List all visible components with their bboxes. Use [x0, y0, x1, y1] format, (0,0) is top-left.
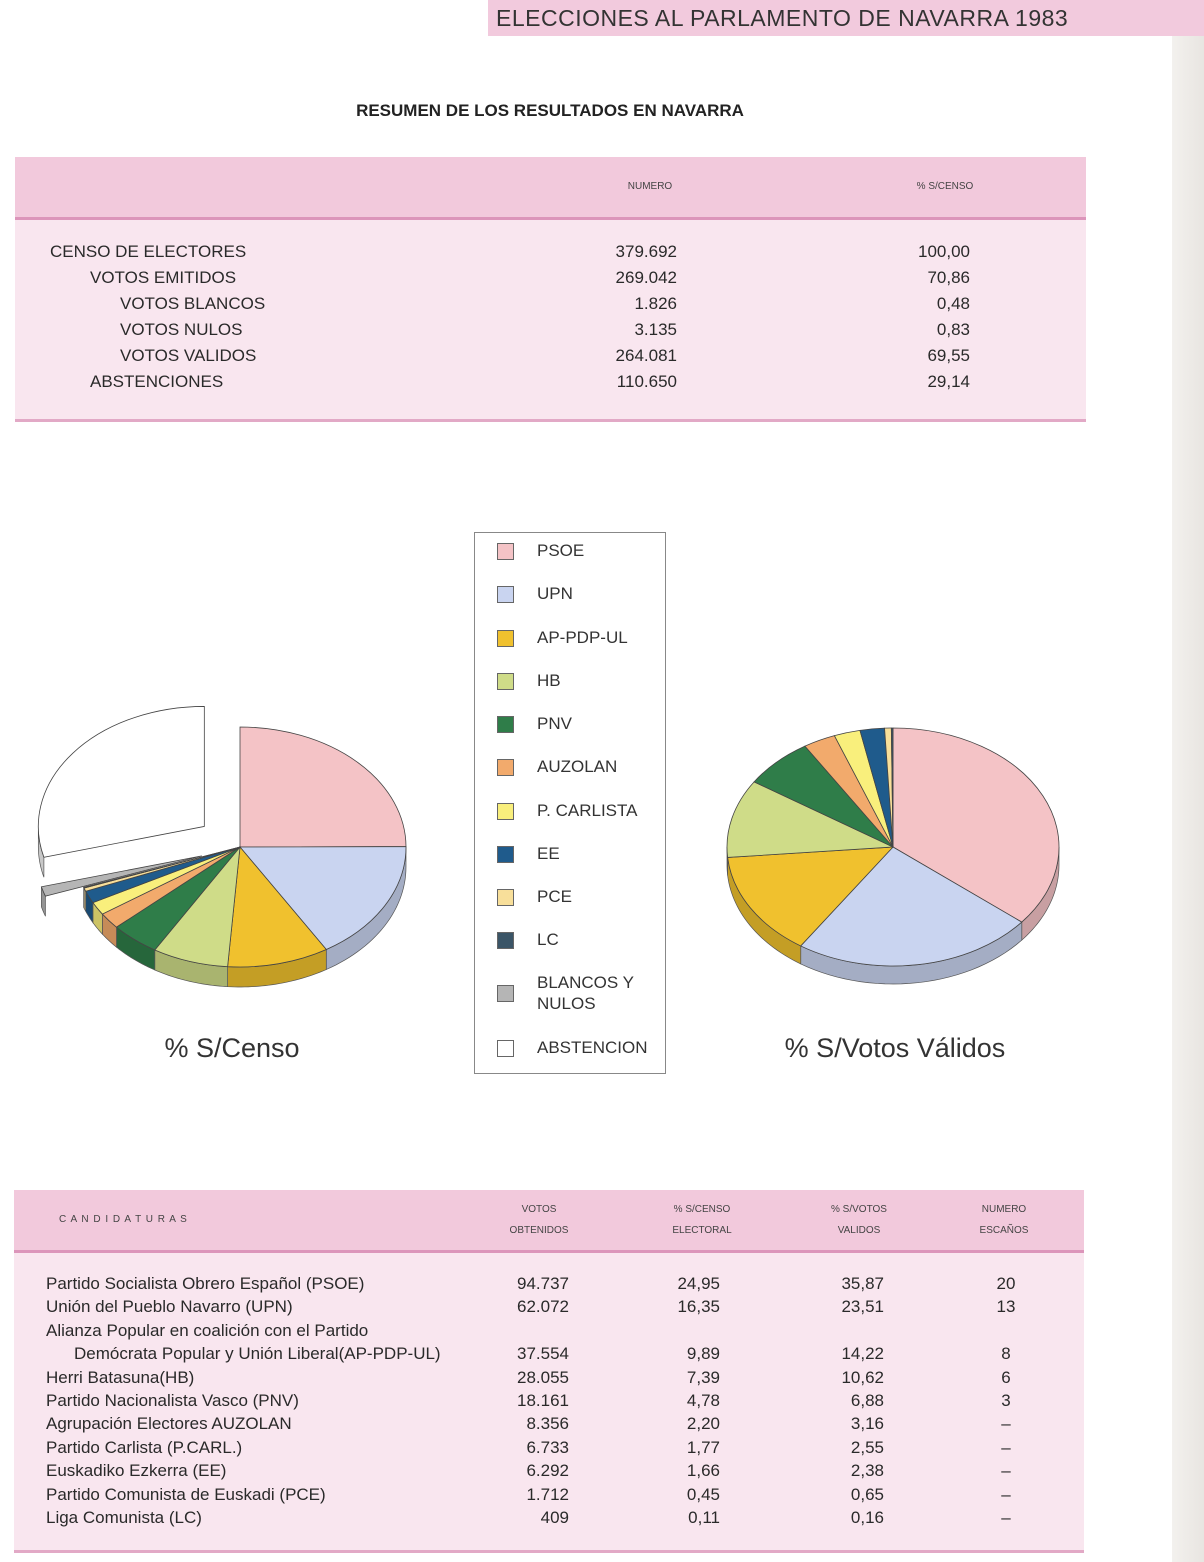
candidate-votos: 1.712	[526, 1484, 569, 1504]
summary-row-numero: 269.042	[615, 268, 677, 287]
candidate-votos: 94.737	[517, 1274, 569, 1293]
candidate-votos: 8.356	[526, 1414, 569, 1434]
summary-row-numero: 1.826	[634, 294, 677, 313]
legend-label: ABSTENCION	[537, 1038, 648, 1057]
chart-title-censo: % S/Censo	[164, 1033, 300, 1063]
summary-title: RESUMEN DE LOS RESULTADOS EN NAVARRA	[356, 101, 744, 120]
results-col-header: % S/VOTOS	[831, 1204, 887, 1215]
candidate-escanos: 8	[1001, 1344, 1011, 1364]
legend-label: BLANCOS Y	[537, 973, 635, 992]
results-col-header: ELECTORAL	[672, 1225, 732, 1236]
candidate-escanos: –	[1001, 1484, 1011, 1504]
candidate-escanos: 13	[996, 1297, 1016, 1317]
candidate-votos: 37.554	[517, 1344, 569, 1364]
legend-label: PCE	[537, 887, 572, 906]
results-col-header: C A N D I D A T U R A S	[59, 1214, 188, 1225]
candidate-name: Herri Batasuna(HB)	[46, 1367, 195, 1387]
legend-label: HB	[537, 671, 561, 690]
candidate-pct-censo: 2,20	[686, 1414, 720, 1434]
col-numero: NUMERO	[627, 181, 673, 192]
summary-row-pct: 70,86	[927, 268, 970, 287]
candidate-pct-censo: 9,89	[686, 1344, 720, 1364]
results-col-header: VALIDOS	[837, 1225, 881, 1236]
candidate-pct-censo: 1,66	[686, 1461, 720, 1481]
results-col-header: % S/CENSO	[673, 1204, 731, 1215]
candidate-votos: 28.055	[517, 1367, 569, 1387]
header-title: ELECCIONES AL PARLAMENTO DE NAVARRA 1983	[496, 5, 1069, 31]
summary-row-numero: 264.081	[615, 346, 677, 365]
candidate-pct-validos: 6,88	[850, 1391, 884, 1410]
summary-row-pct: 100,00	[918, 242, 970, 261]
candidate-pct-validos: 3,16	[850, 1414, 884, 1434]
candidate-escanos: 6	[1001, 1367, 1011, 1387]
candidate-name: Partido Nacionalista Vasco (PNV)	[46, 1391, 299, 1410]
candidate-pct-validos: 10,62	[841, 1367, 884, 1387]
summary-row-label: VOTOS VALIDOS	[120, 346, 257, 365]
pie-slice-psoe	[240, 727, 406, 847]
summary-row-pct: 29,14	[927, 372, 970, 391]
summary-row-label: CENSO DE ELECTORES	[50, 242, 247, 261]
summary-row-pct: 69,55	[927, 346, 970, 365]
candidate-pct-censo: 16,35	[677, 1297, 720, 1317]
results-col-header: VOTOS	[521, 1204, 557, 1215]
candidate-name: Partido Comunista de Euskadi (PCE)	[46, 1484, 326, 1504]
candidate-votos: 6.292	[526, 1461, 569, 1481]
candidate-escanos: –	[1001, 1414, 1011, 1434]
legend-label: AUZOLAN	[537, 757, 618, 776]
pie-slice-abstencion	[38, 706, 204, 857]
summary-row-numero: 379.692	[615, 242, 677, 261]
candidate-escanos: –	[1001, 1508, 1011, 1527]
candidate-name: Liga Comunista (LC)	[46, 1508, 202, 1527]
col-pct-censo: % S/CENSO	[916, 181, 974, 192]
candidate-pct-censo: 0,11	[688, 1508, 720, 1527]
candidate-pct-validos: 23,51	[841, 1297, 884, 1317]
summary-row-label: VOTOS BLANCOS	[120, 294, 266, 313]
candidate-escanos: 20	[996, 1274, 1016, 1293]
summary-row-label: ABSTENCIONES	[90, 372, 224, 391]
chart-title-validos: % S/Votos Válidos	[784, 1033, 1006, 1063]
legend-label: PSOE	[537, 541, 585, 560]
candidate-votos: 18.161	[517, 1391, 569, 1410]
results-table	[14, 1190, 1084, 1553]
legend-label: AP-PDP-UL	[537, 628, 628, 647]
summary-row-label: VOTOS NULOS	[120, 320, 243, 339]
candidate-pct-validos: 2,55	[850, 1437, 884, 1457]
candidate-name: Agrupación Electores AUZOLAN	[46, 1414, 292, 1434]
results-table-header	[14, 1190, 1084, 1253]
candidate-name: Partido Carlista (P.CARL.)	[46, 1437, 243, 1457]
summary-row-pct: 0,48	[936, 294, 970, 313]
summary-row-label: VOTOS EMITIDOS	[90, 268, 237, 287]
candidate-pct-validos: 14,22	[841, 1344, 884, 1364]
candidate-pct-censo: 24,95	[677, 1274, 720, 1293]
legend-label: EE	[537, 844, 560, 863]
summary-row-numero: 110.650	[616, 372, 677, 391]
legend-label: PNV	[537, 714, 572, 733]
candidate-name: Alianza Popular en coalición con el Partido	[46, 1320, 369, 1340]
candidate-pct-validos: 0,16	[850, 1508, 884, 1527]
candidate-pct-validos: 2,38	[850, 1461, 884, 1481]
candidate-pct-censo: 7,39	[686, 1367, 720, 1387]
legend-label: P. CARLISTA	[537, 801, 638, 820]
candidate-escanos: –	[1001, 1437, 1011, 1457]
candidate-name: Partido Socialista Obrero Español (PSOE)	[46, 1274, 365, 1293]
results-col-header: OBTENIDOS	[509, 1225, 569, 1236]
candidate-name: Unión del Pueblo Navarro (UPN)	[46, 1297, 293, 1317]
legend-label: LC	[537, 930, 559, 949]
summary-row-numero: 3.135	[634, 320, 677, 339]
candidate-escanos: –	[1001, 1461, 1011, 1481]
candidate-votos: 6.733	[526, 1437, 569, 1457]
summary-row-pct: 0,83	[936, 320, 970, 339]
candidate-name-cont: Demócrata Popular y Unión Liberal(AP-PDP-UL)	[74, 1344, 441, 1364]
candidate-name: Euskadiko Ezkerra (EE)	[46, 1461, 227, 1481]
candidate-pct-validos: 0,65	[850, 1484, 884, 1504]
results-col-header: NUMERO	[981, 1204, 1027, 1215]
candidate-votos: 409	[540, 1508, 569, 1527]
candidate-pct-censo: 0,45	[686, 1484, 720, 1504]
candidate-votos: 62.072	[517, 1297, 569, 1317]
candidate-pct-validos: 35,87	[841, 1274, 884, 1293]
legend-label: UPN	[537, 584, 573, 603]
results-col-header: ESCAÑOS	[979, 1225, 1029, 1236]
candidate-pct-censo: 4,78	[686, 1391, 720, 1410]
candidate-pct-censo: 1,77	[686, 1437, 720, 1457]
legend-label: NULOS	[537, 994, 596, 1013]
candidate-escanos: 3	[1001, 1391, 1011, 1410]
